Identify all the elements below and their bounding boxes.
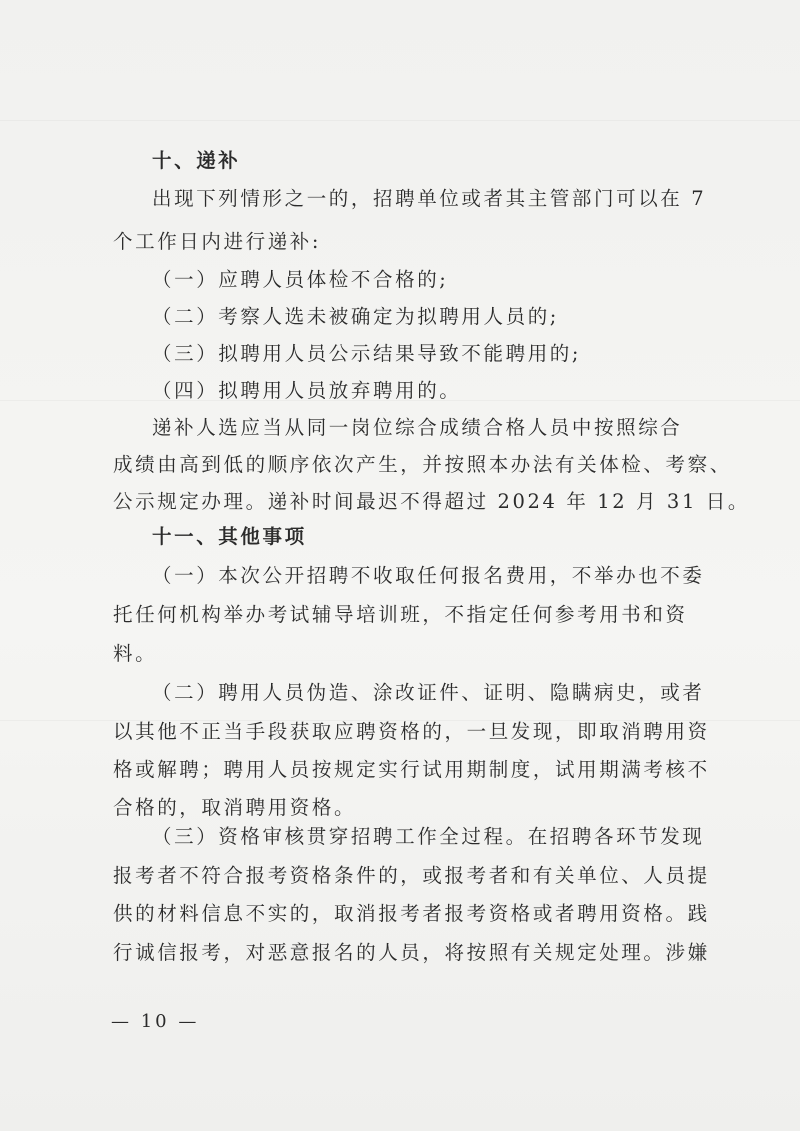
page-number: — 10 — (111, 1011, 200, 1032)
paragraph-line: （二）聘用人员伪造、涂改证件、证明、隐瞒病史，或者 (152, 681, 705, 704)
paragraph-line: 行诚信报考，对恶意报名的人员，将按照有关规定处理。涉嫌 (113, 941, 710, 964)
list-item: （三）拟聘用人员公示结果导致不能聘用的; (152, 342, 582, 365)
paragraph-line: 公示规定办理。递补时间最迟不得超过 2024 年 12 月 31 日。 (113, 490, 750, 513)
paragraph-line: 成绩由高到低的顺序依次产生，并按照本办法有关体检、考察、 (113, 453, 732, 476)
paragraph-line: 合格的，取消聘用资格。 (113, 796, 357, 819)
paragraph-line: 料。 (113, 642, 158, 665)
list-item: （四）拟聘用人员放弃聘用的。 (152, 379, 462, 402)
paragraph-line: 以其他不正当手段获取应聘资格的，一旦发现，即取消聘用资 (113, 720, 710, 743)
paragraph-line: 递补人选应当从同一岗位综合成绩合格人员中按照综合 (152, 416, 683, 439)
paragraph-line: （三）资格审核贯穿招聘工作全过程。在招聘各环节发现 (152, 825, 705, 848)
scan-artifact (0, 120, 800, 121)
list-item: （二）考察人选未被确定为拟聘用人员的; (152, 305, 559, 328)
list-item: （一）应聘人员体检不合格的; (152, 268, 449, 291)
section-heading-11: 十一、其他事项 (152, 525, 307, 548)
paragraph-line: 出现下列情形之一的，招聘单位或者其主管部门可以在 7 (152, 187, 707, 210)
paragraph-line: （一）本次公开招聘不收取任何报名费用，不举办也不委 (152, 564, 705, 587)
paragraph-line: 格或解聘；聘用人员按规定实行试用期制度，试用期满考核不 (113, 758, 710, 781)
paragraph-line: 报考者不符合报考资格条件的，或报考者和有关单位、人员提 (113, 864, 710, 887)
paragraph-line: 供的材料信息不实的，取消报考者报考资格或者聘用资格。践 (113, 902, 710, 925)
section-heading-10: 十、递补 (152, 149, 241, 172)
paragraph-line: 托任何机构举办考试辅导培训班，不指定任何参考用书和资 (113, 603, 688, 626)
paragraph-line: 个工作日内进行递补: (113, 230, 322, 253)
